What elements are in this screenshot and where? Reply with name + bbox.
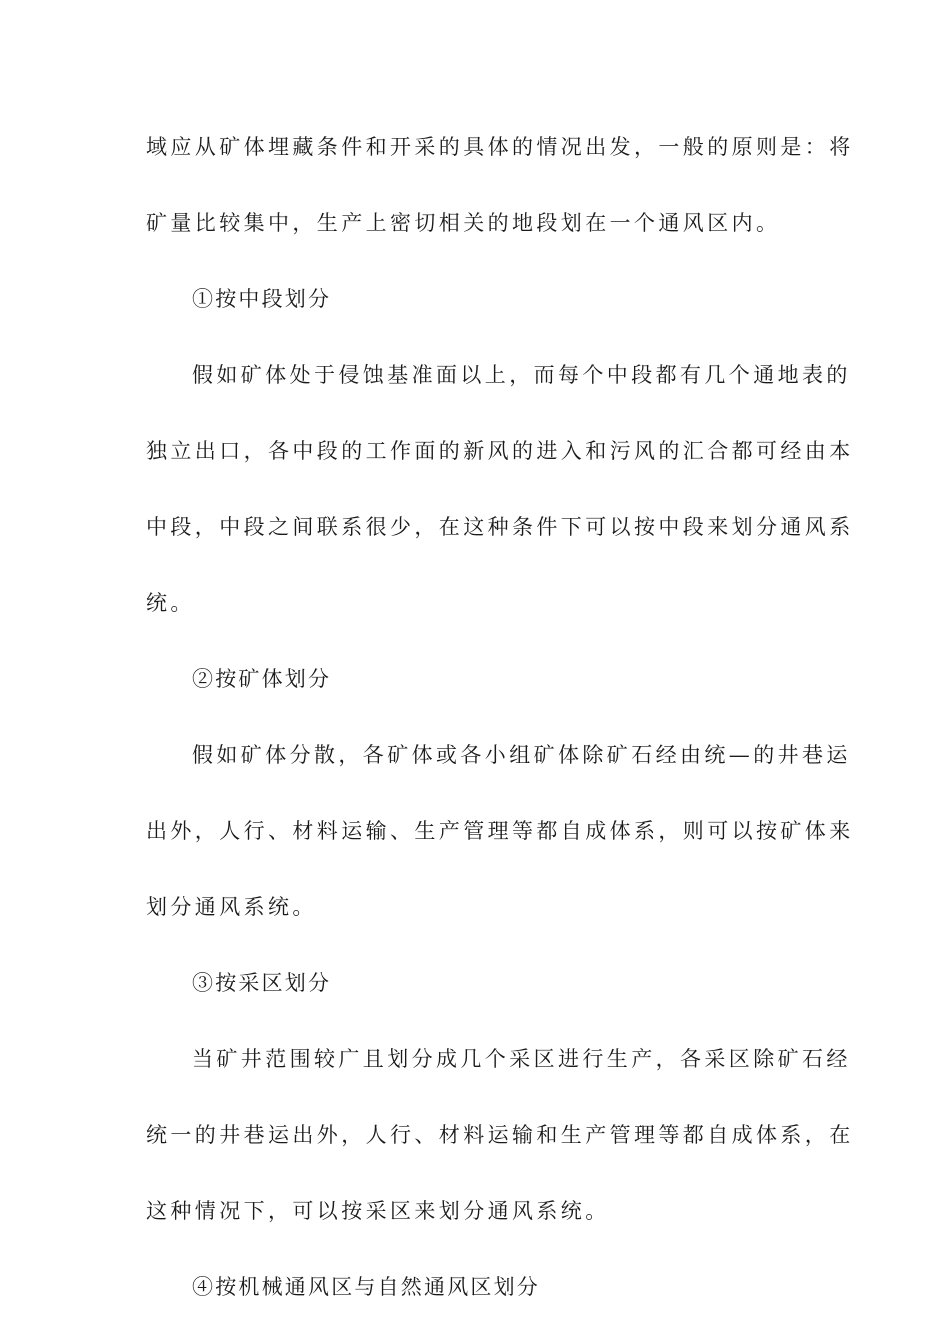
body-text-line: 矿量比较集中，生产上密切相关的地段划在一个通风区内。 bbox=[146, 211, 781, 235]
body-text-line: 出外，人行、材料运输、生产管理等都自成体系，则可以按矿体来 bbox=[146, 819, 854, 843]
body-text-line: 划分通风系统。 bbox=[146, 895, 317, 919]
paragraph-first-line: 假如矿体处于侵蚀基准面以上，而每个中段都有几个通地表的 bbox=[192, 363, 851, 387]
section-heading: ④按机械通风区与自然通风区划分 bbox=[192, 1275, 540, 1299]
body-text-line: 统一的井巷运出外，人行、材料运输和生产管理等都自成体系，在 bbox=[146, 1123, 854, 1147]
paragraph-first-line: 当矿井范围较广且划分成几个采区进行生产，各采区除矿石经 bbox=[192, 1047, 851, 1071]
section-heading: ②按矿体划分 bbox=[192, 667, 332, 691]
paragraph-first-line: 假如矿体分散，各矿体或各小组矿体除矿石经由统—的井巷运 bbox=[192, 743, 851, 767]
document-body bbox=[146, 128, 854, 1344]
section-heading: ①按中段划分 bbox=[192, 287, 332, 311]
body-text-line: 中段，中段之间联系很少，在这种条件下可以按中段来划分通风系 bbox=[146, 515, 854, 539]
body-text-line: 独立出口，各中段的工作面的新风的进入和污风的汇合都可经由本 bbox=[146, 439, 854, 463]
body-text-line: 域应从矿体埋藏条件和开采的具体的情况出发，一般的原则是：将 bbox=[146, 135, 854, 159]
section-heading: ③按采区划分 bbox=[192, 971, 332, 995]
body-text-line: 统。 bbox=[146, 591, 195, 615]
body-text-line: 这种情况下，可以按采区来划分通风系统。 bbox=[146, 1199, 610, 1223]
